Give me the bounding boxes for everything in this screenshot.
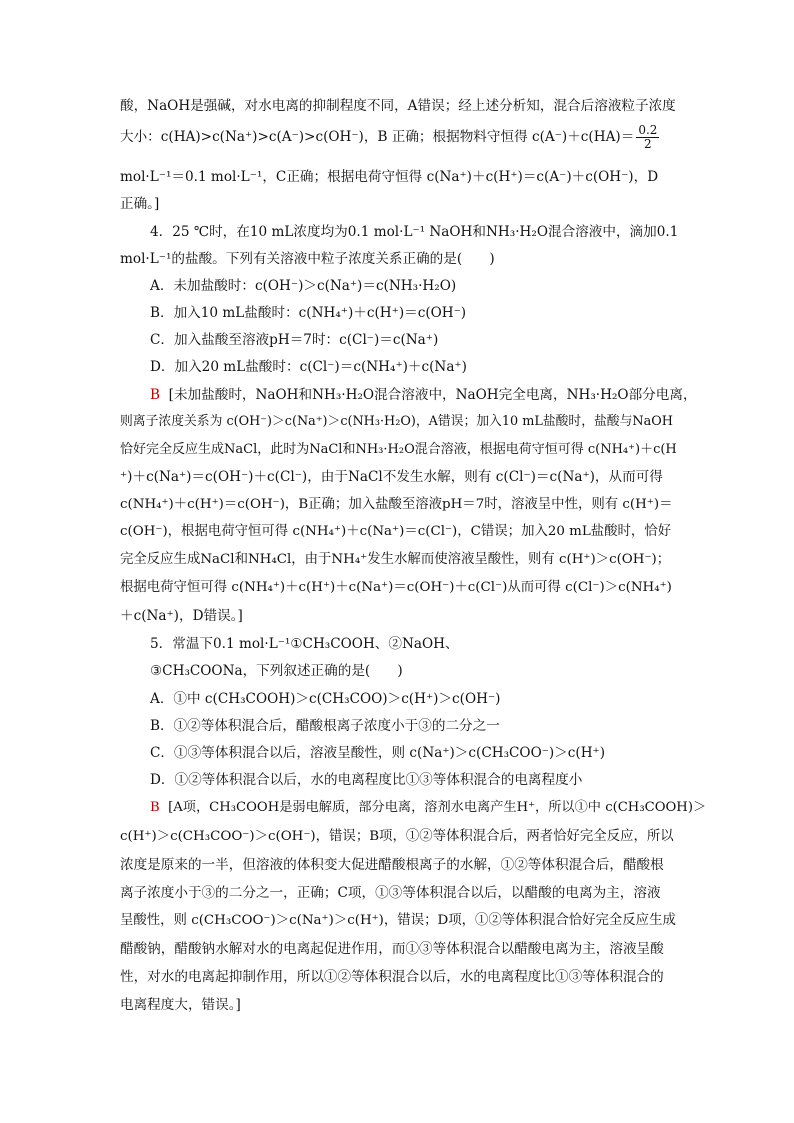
q5-explanation-line-6: 醋酸钠，醋酸钠水解对水的电离起促进作用，而①③等体积混合以醋酸电离为主，溶液呈酸: [120, 941, 664, 957]
q4-explanation-line-1: [150, 385, 706, 405]
fraction-numerator: 0.2: [638, 123, 658, 137]
q4-explanation-line-7: 完全反应生成NaCl和NH₄Cl，由于NH₄⁺发生水解而使溶液呈酸性，则有 c(H⁺)＞c(OH⁻)；: [120, 552, 671, 567]
q5-option-b: B．①②等体积混合后，醋酸根离子浓度小于③的二分之一: [150, 718, 500, 734]
q5-explanation-line-2: c(H⁺)＞c(CH₃COO⁻)＞c(OH⁻)，错误；B项，①②等体积混合后，两者恰好完全反应，所以: [120, 829, 674, 844]
q4-option-c: C．加入盐酸至溶液pH＝7时：c(Cl⁻)＝c(Na⁺): [150, 332, 439, 348]
q5-explanation-text-1: [A项，CH₃COOH是弱电解质，部分电离，溶剂水电离产生H⁺，所以①中 c(CH₃COOH)＞: [168, 800, 707, 815]
prev-solution-line-2: [120, 124, 676, 151]
prev-solution-line-1: 酸，NaOH是强碱，对水电离的抑制程度不同，A错误；经上述分析知，混合后溶液粒子浓度: [120, 98, 676, 114]
q4-explanation-line-3: 恰好完全反应生成NaCl，此时为NaCl和NH₃·H₂O混合溶液，根据电荷守恒可得 c(NH₄⁺)＋c(H: [120, 442, 677, 457]
fraction: [636, 124, 659, 151]
q5-answer: B: [150, 800, 160, 815]
q5-explanation-line-7: 性，对水的电离起抑制作用，所以①②等体积混合以后，水的电离程度比①③等体积混合的: [120, 969, 664, 985]
q4-explanation-line-4: ⁺)＋c(Na⁺)＝c(OH⁻)＋c(Cl⁻)，由于NaCl不发生水解，则有 c(Cl⁻)＝c(Na⁺)，从而可得: [120, 469, 663, 485]
q4-answer: B: [150, 387, 160, 403]
q5-option-d: D．①②等体积混合以后，水的电离程度比①③等体积混合的电离程度小: [150, 772, 583, 788]
q4-stem-line-2: mol·L⁻¹的盐酸。下列有关溶液中粒子浓度关系正确的是( ): [120, 251, 495, 267]
q5-explanation-line-4: 离子浓度小于③的二分之一，正确；C项，①③等体积混合以后，以醋酸的电离为主，溶液: [120, 885, 661, 901]
q5-stem-line-2: ③CH₃COONa，下列叙述正确的是( ): [150, 663, 403, 679]
q5-explanation-line-8: 电离程度大，错误。]: [120, 997, 241, 1013]
q4-explanation-text-1: [未加盐酸时，NaOH和NH₃·H₂O混合溶液中，NaOH完全电离，NH₃·H₂O部分电离，: [168, 387, 697, 403]
q4-explanation-line-6: c(OH⁻)，根据电荷守恒可得 c(NH₄⁺)＋c(Na⁺)＝c(Cl⁻)，C错误；加入20 mL盐酸时，恰好: [120, 524, 672, 539]
q4-stem-line-1: 4．25 ℃时，在10 mL浓度均为0.1 mol·L⁻¹ NaOH和NH₃·H₂O混合溶液中，滴加0.1: [150, 224, 679, 240]
q4-explanation-line-8: 根据电荷守恒可得 c(NH₄⁺)＋c(H⁺)＋c(Na⁺)＝c(OH⁻)＋c(Cl⁻)从而可得 c(Cl⁻)＞c(NH₄⁺): [120, 580, 672, 595]
fraction-denominator: 2: [644, 137, 652, 151]
q4-explanation-line-2: 则离子浓度关系为 c(OH⁻)＞c(Na⁺)＞c(NH₃·H₂O)，A错误；加入10 mL盐酸时，盐酸与NaOH: [120, 414, 673, 429]
q5-explanation-line-1: [150, 798, 706, 818]
q5-stem-line-1: 5．常温下0.1 mol·L⁻¹①CH₃COOH、②NaOH、: [150, 636, 459, 652]
q4-explanation-line-5: c(NH₄⁺)＋c(H⁺)＝c(OH⁻)，B正确；加入盐酸至溶液pH＝7时，溶液呈中性，则有 c(H⁺)＝: [120, 497, 673, 512]
q5-option-c: C．①③等体积混合以后，溶液呈酸性，则 c(Na⁺)＞c(CH₃COO⁻)＞c(H⁺): [150, 745, 606, 761]
prev-solution-line-2-text: 大小：c(HA)>c(Na⁺)>c(A⁻)>c(OH⁻)，B 正确；根据物料守恒得 c(A⁻)＋c(HA)＝: [120, 129, 635, 145]
q5-explanation-line-3: 浓度是原来的一半，但溶液的体积变大促进醋酸根离子的水解，①②等体积混合后，醋酸根: [120, 857, 664, 873]
q4-option-d: D．加入20 mL盐酸时：c(Cl⁻)＝c(NH₄⁺)＋c(Na⁺): [150, 359, 467, 375]
q4-option-b: B．加入10 mL盐酸时：c(NH₄⁺)＋c(H⁺)＝c(OH⁻): [150, 305, 467, 321]
q4-explanation-line-9: ＋c(Na⁺)，D错误。]: [120, 608, 243, 624]
q4-option-a: A．未加盐酸时：c(OH⁻)＞c(Na⁺)＝c(NH₃·H₂O): [150, 278, 457, 294]
prev-solution-line-4: 正确。]: [120, 196, 160, 212]
prev-solution-line-3: mol·L⁻¹＝0.1 mol·L⁻¹，C正确；根据电荷守恒得 c(Na⁺)＋c(H⁺)＝c(A⁻)＋c(OH⁻)，D: [120, 169, 659, 185]
q5-option-a: A．①中 c(CH₃COOH)＞c(CH₃COO)＞c(H⁺)＞c(OH⁻): [150, 691, 501, 707]
q5-explanation-line-5: 呈酸性，则 c(CH₃COO⁻)＞c(Na⁺)＞c(H⁺)，错误；D项，①②等体积混合恰好完全反应生成: [120, 913, 676, 928]
